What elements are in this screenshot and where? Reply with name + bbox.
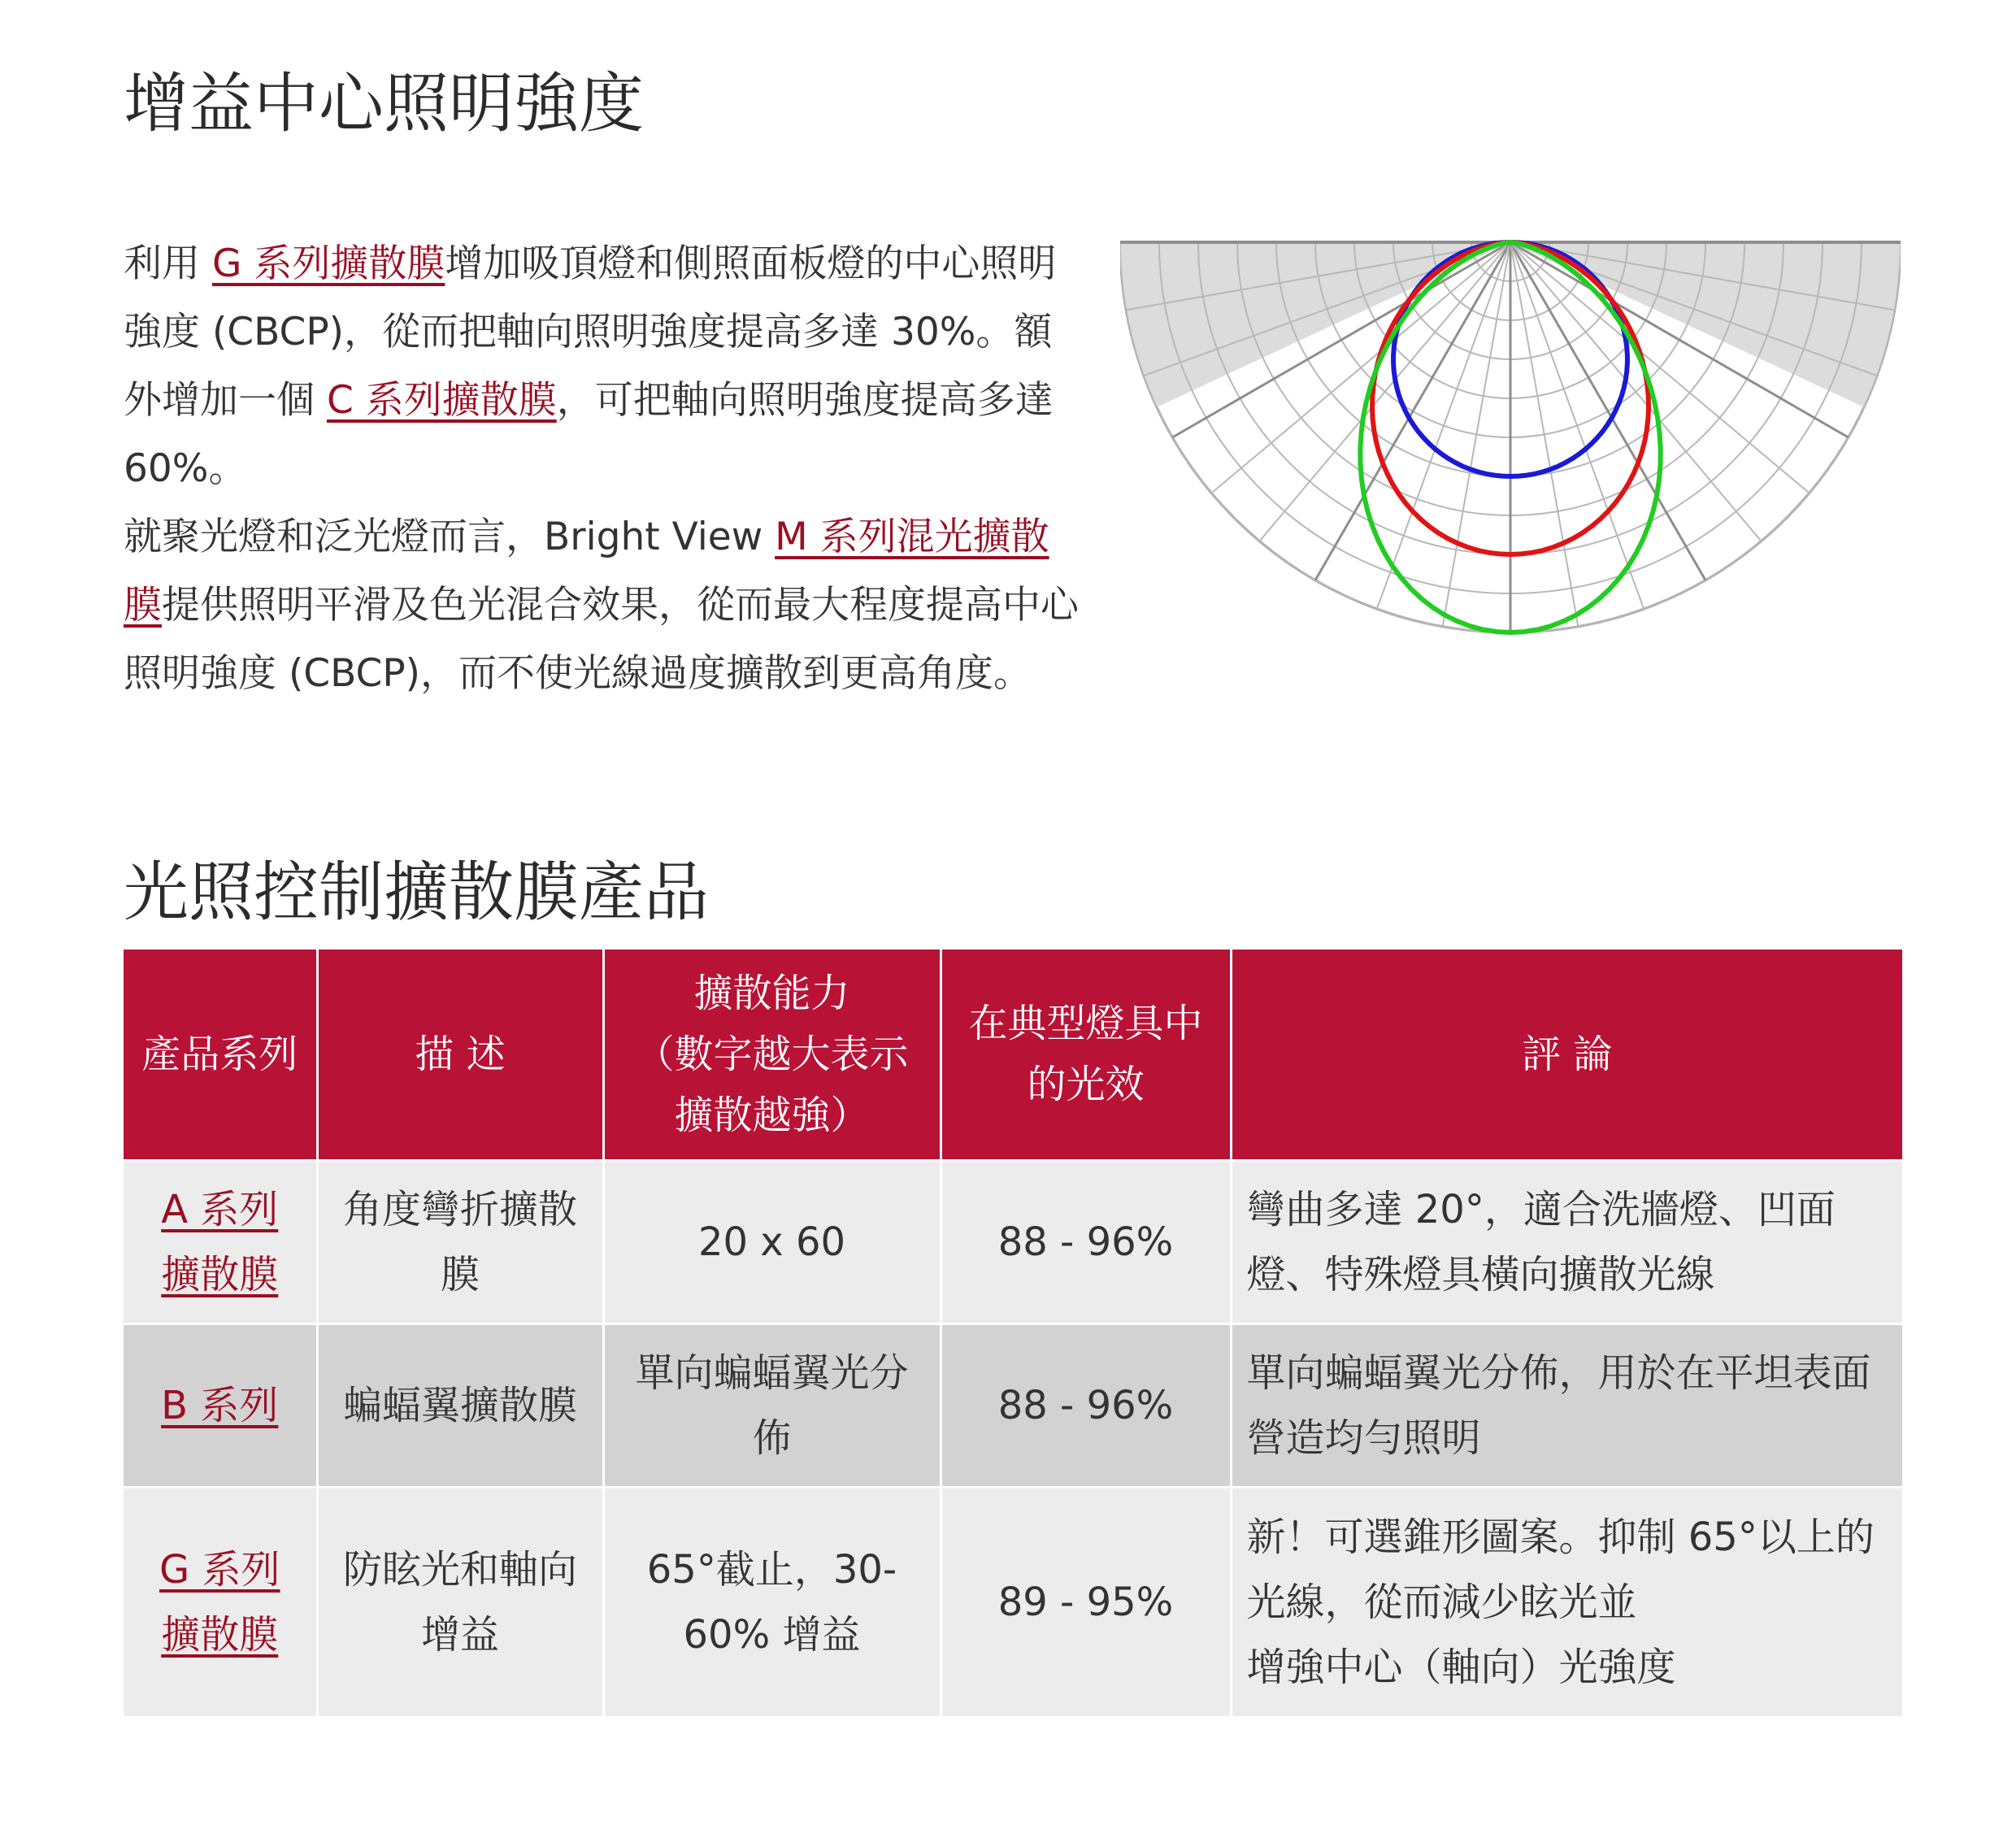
- intro-text: [124, 230, 1083, 708]
- p1-text-b: 增加吸頂燈和側照面板燈的中心照明強度 (CBCP)，從而把軸向照明強度提高多達 30%。額外增加一個: [124, 241, 1057, 423]
- header-efficiency: [941, 950, 1231, 1161]
- cell-efficiency: 88 - 96%: [941, 1161, 1231, 1324]
- cell-efficiency: 89 - 95%: [941, 1488, 1231, 1717]
- cell-comment: 彎曲多達 20°，適合洗牆燈、凹面燈、特殊燈具橫向擴散光線: [1231, 1161, 1902, 1324]
- m-series-link[interactable]: M 系列混光擴散膜: [124, 515, 1049, 628]
- cell-efficiency: 88 - 96%: [941, 1324, 1231, 1488]
- header-series: [124, 950, 317, 1161]
- intro-paragraph-1: [124, 230, 1083, 503]
- cell-series: [124, 1161, 317, 1324]
- cell-description: 角度彎折擴散膜: [317, 1161, 603, 1324]
- header-comment: [1231, 950, 1902, 1161]
- header-diffusion: [603, 950, 941, 1161]
- products-table: [124, 950, 1902, 1716]
- section-title-products: 光照控制擴散膜產品: [124, 854, 709, 930]
- table-row: [124, 1324, 1902, 1488]
- cell-description: 防眩光和軸向增益: [317, 1488, 603, 1717]
- section-title-cbcp: 增益中心照明強度: [124, 66, 644, 141]
- p2-text-a: 就聚光燈和泛光燈而言，Bright View: [124, 515, 776, 559]
- header-diffusion-label: 擴散能力 （數字越大表示 擴散越強）: [635, 970, 909, 1138]
- c-series-link[interactable]: C 系列擴散膜: [326, 378, 557, 423]
- cell-diffusion: 65°截止，30-60% 增益: [603, 1488, 941, 1717]
- polar-distribution-diagram: [1120, 236, 1901, 642]
- p1-text-c: ，可把軸向照明強度提高多達 60%。: [124, 378, 1054, 491]
- table-header-row: [124, 950, 1902, 1161]
- cell-series: [124, 1324, 317, 1488]
- g-series-table-link[interactable]: G 系列 擴散膜: [159, 1547, 280, 1658]
- header-series-label: 產品系列: [141, 1031, 298, 1077]
- intro-paragraph-2: [124, 503, 1083, 708]
- p1-text-a: 利用: [124, 241, 212, 286]
- cell-description: 蝙蝠翼擴散膜: [317, 1324, 603, 1488]
- cell-diffusion: 20 x 60: [603, 1161, 941, 1324]
- table-row: [124, 1488, 1902, 1717]
- b-series-link[interactable]: B 系列: [161, 1383, 279, 1428]
- header-description: [317, 950, 603, 1161]
- cell-comment: 單向蝙蝠翼光分佈，用於在平坦表面營造均勻照明: [1231, 1324, 1902, 1488]
- header-efficiency-label: 在典型燈具中 的光效: [968, 1001, 1203, 1107]
- header-description-label: 描 述: [415, 1031, 506, 1077]
- header-comment-label: 評 論: [1522, 1031, 1613, 1077]
- cell-diffusion: 單向蝙蝠翼光分佈: [603, 1324, 941, 1488]
- cell-series: [124, 1488, 317, 1717]
- polar-grid: [1120, 242, 1901, 632]
- cell-comment: 新！可選錐形圖案。抑制 65°以上的光線，從而減少眩光並 增強中心（軸向）光強度: [1231, 1488, 1902, 1717]
- a-series-link[interactable]: A 系列 擴散膜: [161, 1187, 279, 1297]
- p2-text-b: 提供照明平滑及色光混合效果，從而最大程度提高中心照明強度 (CBCP)，而不使光線過度擴散到更高角度。: [124, 583, 1079, 696]
- g-series-link[interactable]: G 系列擴散膜: [211, 241, 445, 286]
- table-row: [124, 1161, 1902, 1324]
